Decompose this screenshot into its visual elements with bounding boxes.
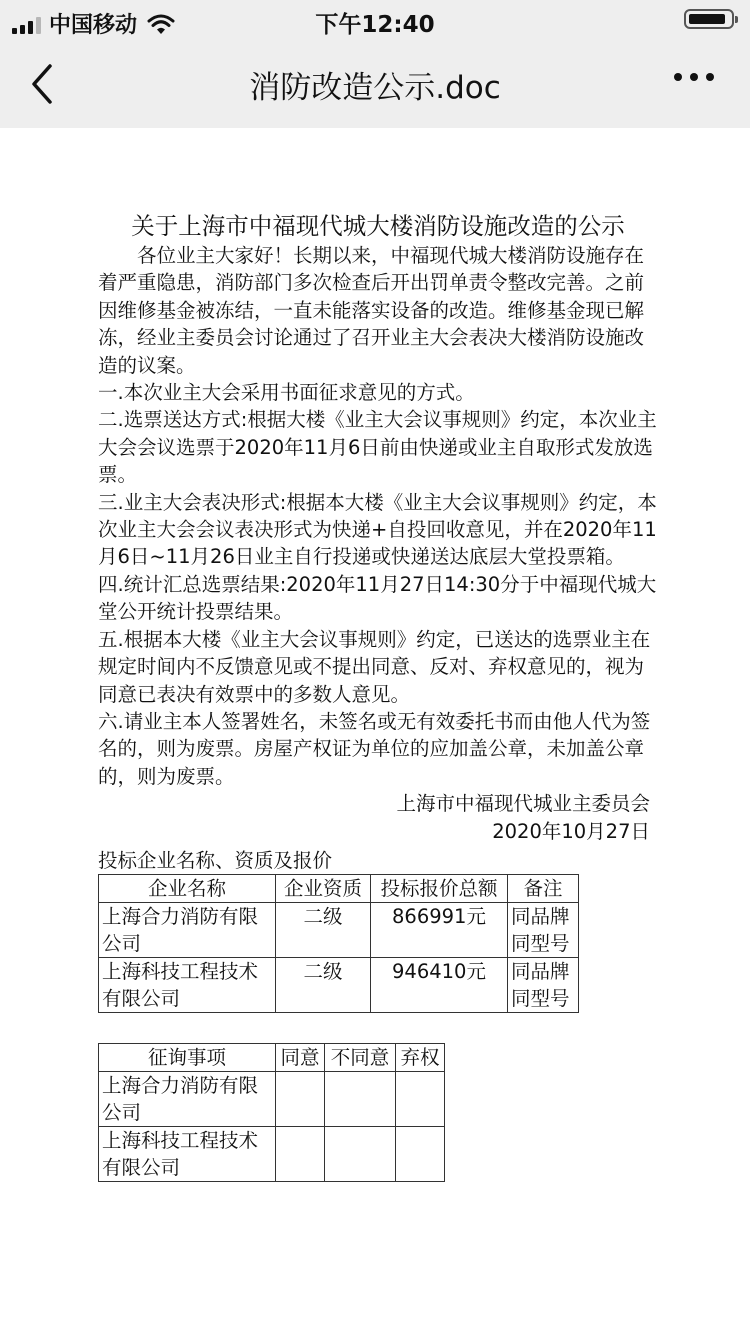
document-page (98, 210, 658, 1182)
table-row (99, 958, 579, 1013)
document-title: 关于上海市中福现代城大楼消防设施改造的公示 (131, 212, 625, 240)
bid-table-header-row (99, 875, 579, 903)
consultation-table (98, 1043, 445, 1182)
bid-remark: 同品牌同型号 (508, 903, 579, 958)
signature-committee: 上海市中福现代城业主委员会 (396, 792, 650, 816)
battery-icon (684, 9, 734, 29)
consult-disagree-cell (325, 1072, 396, 1127)
consult-matter: 上海合力消防有限公司 (99, 1072, 276, 1127)
bid-company-name: 上海合力消防有限公司 (99, 903, 276, 958)
consult-agree-cell (276, 1072, 325, 1127)
bid-qualification: 二级 (276, 903, 371, 958)
consult-table-header-row (99, 1044, 445, 1072)
bid-section-label: 投标企业名称、资质及报价 (98, 848, 333, 872)
consult-disagree-cell (325, 1127, 396, 1182)
notice-item-1: 一.本次业主大会采用书面征求意见的方式。 (98, 381, 475, 405)
notice-item-3: 三.业主大会表决形式:根据本大楼《业主大会议事规则》约定，本次业主大会会议表决形式为快递+自投回收意见，并在2020年11月6日~11月26日业主自行投递或快递送达底层大堂投票箱。 (98, 490, 657, 569)
bid-price: 946410元 (371, 958, 508, 1013)
notice-item-4: 四.统计汇总选票结果:2020年11月27日14:30分于中福现代城大堂公开统计投票结果。 (98, 572, 657, 624)
consult-header-disagree: 不同意 (325, 1044, 396, 1072)
bid-price: 866991元 (371, 903, 508, 958)
consult-header-agree: 同意 (276, 1044, 325, 1072)
table-row (99, 903, 579, 958)
consult-agree-cell (276, 1127, 325, 1182)
signature-date: 2020年10月27日 (492, 819, 650, 843)
table-row (99, 1072, 445, 1127)
intro-paragraph: 各位业主大家好！长期以来，中福现代城大楼消防设施存在着严重隐患，消防部门多次检查后开出罚单责令整改完善。之前因维修基金被冻结，一直未能落实设备的改造。维修基金现已解冻，经业主委员会讨论通过了召开业主大会表决大楼消防设施改造的议案。 (98, 244, 645, 377)
table-row (99, 1127, 445, 1182)
bid-company-name: 上海科技工程技术有限公司 (99, 958, 276, 1013)
bid-table (98, 874, 579, 1013)
status-bar (0, 0, 750, 40)
bid-header-qualification: 企业资质 (276, 875, 371, 903)
consult-header-matter: 征询事项 (99, 1044, 276, 1072)
consult-matter: 上海科技工程技术有限公司 (99, 1127, 276, 1182)
more-options-icon[interactable] (674, 73, 714, 81)
bid-header-remark: 备注 (508, 875, 579, 903)
carrier-name: 中国移动 (49, 13, 138, 38)
consult-abstain-cell (396, 1127, 445, 1182)
navigation-bar (0, 40, 750, 128)
consult-abstain-cell (396, 1072, 445, 1127)
notice-item-6: 六.请业主本人签署姓名，未签名或无有效委托书而由他人代为签名的，则为废票。房屋产权证为单位的应加盖公章，未加盖公章的，则为废票。 (98, 709, 651, 788)
bid-header-price: 投标报价总额 (371, 875, 508, 903)
consult-header-abstain: 弃权 (396, 1044, 445, 1072)
notice-item-2: 二.选票送达方式:根据大楼《业主大会议事规则》约定，本次业主大会会议选票于2020年11月6日前由快递或业主自取形式发放选票。 (98, 408, 657, 487)
document-filename-title: 消防改造公示.doc (249, 70, 501, 106)
status-time: 下午12:40 (315, 12, 435, 38)
notice-item-5: 五.根据本大楼《业主大会议事规则》约定，已送达的选票业主在规定时间内不反馈意见或不提出同意、反对、弃权意见的，视为同意已表决有效票中的多数人意见。 (98, 627, 651, 706)
bid-remark: 同品牌同型号 (508, 958, 579, 1013)
bid-qualification: 二级 (276, 958, 371, 1013)
bid-header-company: 企业名称 (99, 875, 276, 903)
